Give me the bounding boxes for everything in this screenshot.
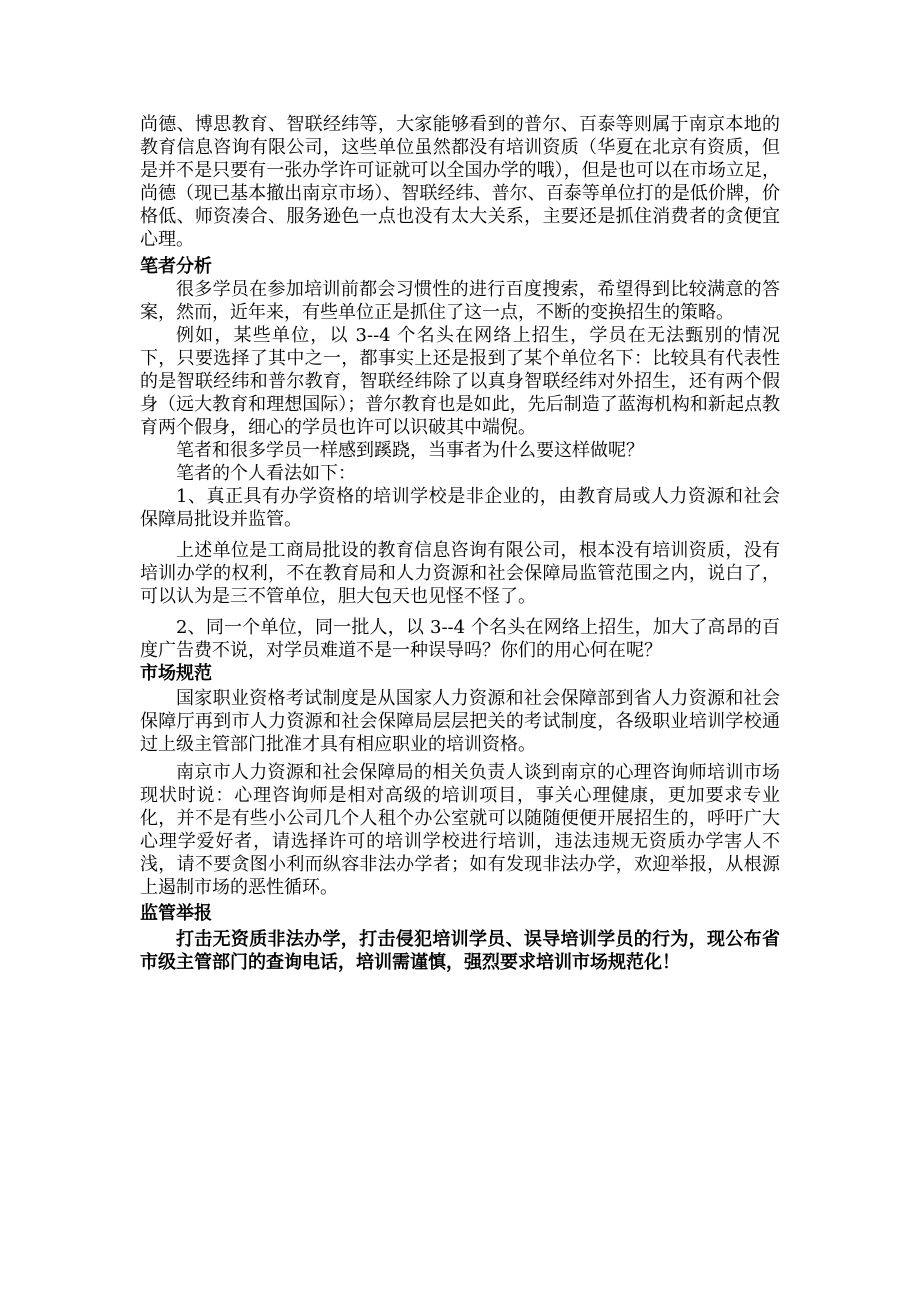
paragraph: 笔者和很多学员一样感到蹊跷，当事者为什么要这样做呢？ [176,440,644,461]
document-body [140,113,780,974]
paragraph: 上述单位是工商局批设的教育信息咨询有限公司，根本没有培训资质，没有培训办学的权利，不在教育局和人力资源和社会保障局监管范围之内，说白了，可以认为是三不管单位，胆大包天也见怪不怪了。 [140,540,780,607]
paragraph-point-2: 2、同一个单位，同一批人，以 3--4 个名头在网络上招生，加大了高昂的百度广告费不说，对学员难道不是一种误导吗？你们的用心何在呢？ [140,617,780,661]
paragraph: 例如，某些单位，以 3--4 个名头在网络上招生，学员在无法甄别的情况下，只要选择了其中之一，都事实上还是报到了某个单位名下：比较具有代表性的是智联经纬和普尔教育，智联经纬除了以真身智联经纬对外招生，还有两个假身（远大教育和理想国际）；普尔教育也是如此，先后制造了蓝海机构和新起点教育两个假身，细心的学员也许可以识破其中端倪。 [140,325,780,438]
paragraph-bold-notice: 打击无资质非法办学，打击侵犯培训学员、误导培训学员的行为，现公布省市级主管部门的查询电话，培训需谨慎，强烈要求培训市场规范化！ [140,929,780,973]
paragraph: 南京市人力资源和社会保障局的相关负责人谈到南京的心理咨询师培训市场现状时说：心理咨询师是相对高级的培训项目，事关心理健康，更加要求专业化，并不是有些小公司几个人租个办公室就可以随随便便开展招生的，呼吁广大心理学爱好者，请选择许可的培训学校进行培训，违法违规无资质办学害人不浅，请不要贪图小利而纵容非法办学者；如有发现非法办学，欢迎举报，从根源上遏制市场的恶性循环。 [140,762,780,898]
section-heading-market: 市场规范 [140,663,212,684]
paragraph: 国家职业资格考试制度是从国家人力资源和社会保障部到省人力资源和社会保障厅再到市人力资源和社会保障局层层把关的考试制度，各级职业培训学校通过上级主管部门批准才具有相应职业的培训资格。 [140,688,780,755]
paragraph-point-1: 1、真正具有办学资格的培训学校是非企业的，由教育局或人力资源和社会保障局批设并监管。 [140,486,780,530]
paragraph: 很多学员在参加培训前都会习惯性的进行百度搜索，希望得到比较满意的答案，然而，近年来，有些单位正是抓住了这一点，不断的变换招生的策略。 [140,279,780,323]
paragraph: 笔者的个人看法如下： [176,463,356,484]
section-heading-analysis: 笔者分析 [140,256,212,277]
paragraph-intro: 尚德、博思教育、智联经纬等，大家能够看到的普尔、百泰等则属于南京本地的教育信息咨询有限公司，这些单位虽然都没有培训资质（华夏在北京有资质，但是并不是只要有一张办学许可证就可以全国办学的哦），但是也可以在市场立足，尚德（现已基本撤出南京市场）、智联经纬、普尔、百泰等单位打的是低价牌，价格低、师资凑合、服务逊色一点也没有太大关系，主要还是抓住消费者的贪便宜心理。 [140,114,780,250]
section-heading-report: 监管举报 [140,903,212,924]
